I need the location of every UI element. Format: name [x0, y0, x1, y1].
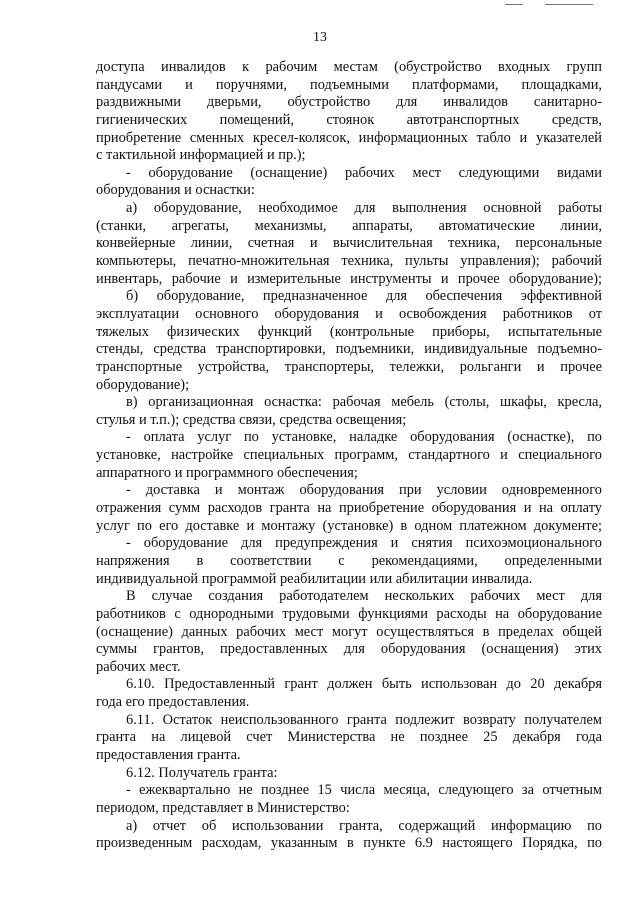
text-line: тяжелых физических функций (контрольные приборы, испытательные — [96, 323, 602, 340]
text-line: а) отчет об использовании гранта, содержащий информацию по — [126, 817, 602, 834]
text-line: (оснащение) данных рабочих мест могут осуществляться в пределах общей — [96, 623, 602, 640]
text-line: установке, настройке специальных программ, стандартного и специального — [96, 447, 602, 464]
text-line: предоставления гранта. — [96, 746, 241, 763]
text-line: стенды, средства транспортировки, подъемники, индивидуальные подъемно- — [96, 341, 602, 358]
text-line: 6.12. Получатель гранта: — [126, 764, 278, 781]
text-line: инвентарь, рабочие и измерительные инструменты и прочее оборудование); — [96, 270, 602, 287]
text-line: В случае создания работодателем нескольких рабочих мест для — [126, 588, 602, 605]
text-line: периодом, представляет в Министерство: — [96, 799, 350, 816]
text-line: стулья и т.п.); средства связи, средства освещения; — [96, 411, 407, 428]
text-line: б) оборудование, предназначенное для обеспечения эффективной — [126, 288, 602, 305]
text-line: оборудование); — [96, 376, 190, 393]
text-line: - ежеквартально не позднее 15 числа месяца, следующего за отчетным — [126, 782, 602, 799]
text-line: напряжения в соответствии с рекомендациями, определенными — [96, 552, 602, 569]
text-line: приобретение сменных кресел-колясок, информационных табло и указателей — [96, 129, 602, 146]
body-text — [96, 59, 602, 853]
text-line: конвейерные линии, счетная и вычислительная техника, персональные — [96, 235, 602, 252]
text-line: - оборудование (оснащение) рабочих мест следующими видами — [126, 164, 602, 181]
text-line: 6.11. Остаток неиспользованного гранта подлежит возврату получателем — [126, 711, 602, 728]
text-line: отражения сумм расходов гранта на приобретение оборудования и на оплату — [96, 500, 602, 517]
text-line: пандусами и поручнями, подъемными платформами, площадками, — [96, 76, 602, 93]
scan-mark — [545, 4, 593, 5]
text-line: компьютеры, печатно-множительная техника, пульты управления); рабочий — [96, 253, 602, 270]
text-line: работников с однородными трудовыми функциями расходы на оборудование — [96, 605, 602, 622]
text-line: - оплата услуг по установке, наладке оборудования (оснастке), по — [126, 429, 602, 446]
text-line: суммы грантов, предоставленных для оборудования (оснащения) этих — [96, 641, 602, 658]
text-line: а) оборудование, необходимое для выполнения основной работы — [126, 200, 602, 217]
text-line: года его предоставления. — [96, 694, 250, 711]
text-line: 6.10. Предоставленный грант должен быть использован до 20 декабря — [126, 676, 602, 693]
text-line: (станки, агрегаты, механизмы, аппараты, автоматические линии, — [96, 217, 602, 234]
text-line: эксплуатации основного оборудования и освобождения работников от — [96, 305, 602, 322]
text-line: оборудования и оснастки: — [96, 182, 255, 199]
text-line: рабочих мест. — [96, 658, 181, 675]
text-line: - оборудование для предупреждения и снятия психоэмоционального — [126, 535, 602, 552]
text-line: - доставка и монтаж оборудования при условии одновременного — [126, 482, 602, 499]
text-line: гранта на лицевой счет Министерства не позднее 25 декабря года — [96, 729, 602, 746]
text-line: произведенным расходам, указанным в пункте 6.9 настоящего Порядка, по — [96, 835, 602, 852]
page-number: 13 — [313, 30, 327, 45]
text-line: аппаратного и программного обеспечения; — [96, 464, 358, 481]
text-line: услуг по его доставке и монтажу (установке) в одном платежном документе; — [96, 517, 602, 534]
text-line: транспортные устройства, транспортеры, тележки, рольганги и прочее — [96, 358, 602, 375]
text-line: гигиенических помещений, стоянок автотранспортных средств, — [96, 111, 602, 128]
text-line: индивидуальной программой реабилитации или абилитации инвалида. — [96, 570, 533, 587]
text-line: с тактильной информацией и пр.); — [96, 147, 306, 164]
text-line: доступа инвалидов к рабочим местам (обустройство входных групп — [96, 59, 602, 75]
scan-mark — [505, 4, 523, 5]
text-line: раздвижными дверьми, обустройство для инвалидов санитарно- — [96, 94, 602, 111]
text-line: в) организационная оснастка: рабочая мебель (столы, шкафы, кресла, — [126, 394, 602, 411]
